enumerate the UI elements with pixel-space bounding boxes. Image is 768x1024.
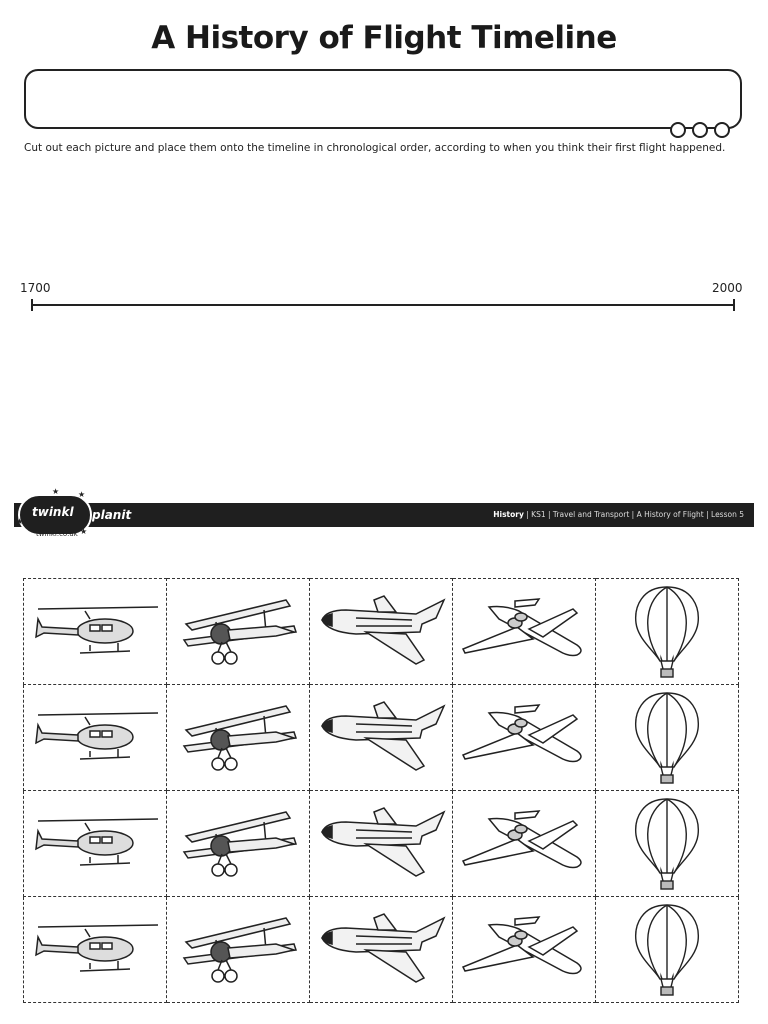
biplane-icon: [167, 804, 309, 884]
hot-air-balloon-icon: [596, 797, 738, 891]
jet-plane-icon: [453, 915, 595, 985]
cutout-row: [24, 791, 739, 897]
breadcrumb: [493, 510, 744, 519]
timeline-end-tick: [733, 299, 735, 311]
cutout-card[interactable]: [310, 685, 453, 791]
timeline-end-label: 2000: [712, 281, 743, 295]
space-shuttle-icon: [310, 804, 452, 884]
logo-url: twinkl.co.uk: [36, 530, 78, 538]
breadcrumb-rest: | KS1 | Travel and Transport | A History of Flight | Lesson 5: [523, 510, 744, 519]
cutout-card[interactable]: [167, 791, 310, 897]
bubble-icon: [692, 122, 708, 138]
hot-air-balloon-icon: [596, 903, 738, 997]
cutout-card[interactable]: [24, 897, 167, 1003]
cutout-card[interactable]: [596, 897, 739, 1003]
planit-brand: planit: [92, 508, 132, 522]
helicopter-icon: [24, 809, 166, 879]
cutout-row: [24, 579, 739, 685]
cutout-card[interactable]: [167, 579, 310, 685]
name-box[interactable]: [24, 69, 742, 129]
page-title: A History of Flight Timeline: [151, 20, 617, 56]
biplane-icon: [167, 910, 309, 990]
speech-bubbles-decoration: [670, 122, 736, 140]
cutout-card[interactable]: [596, 579, 739, 685]
star-icon: ★: [80, 527, 88, 536]
hot-air-balloon-icon: [596, 691, 738, 785]
biplane-icon: [167, 592, 309, 672]
cutout-card[interactable]: [596, 685, 739, 791]
bubble-icon: [714, 122, 730, 138]
timeline-line: [32, 304, 735, 306]
cutout-card[interactable]: [310, 897, 453, 1003]
cutout-card[interactable]: [24, 791, 167, 897]
timeline-start-label: 1700: [20, 281, 51, 295]
space-shuttle-icon: [310, 910, 452, 990]
cutout-card[interactable]: [310, 579, 453, 685]
jet-plane-icon: [453, 703, 595, 773]
helicopter-icon: [24, 703, 166, 773]
cutout-card[interactable]: [24, 685, 167, 791]
cutout-card[interactable]: [453, 791, 596, 897]
star-icon: ★: [78, 490, 86, 499]
space-shuttle-icon: [310, 698, 452, 778]
instructions-text: Cut out each picture and place them onto the timeline in chronological order, according to when you think their first flight happened.: [24, 142, 726, 154]
helicopter-icon: [24, 915, 166, 985]
cutout-card[interactable]: [167, 685, 310, 791]
cutout-row: [24, 685, 739, 791]
space-shuttle-icon: [310, 592, 452, 672]
cutout-card[interactable]: [453, 579, 596, 685]
logo-text: twinkl: [32, 505, 74, 519]
cutout-card[interactable]: [453, 897, 596, 1003]
star-icon: ★: [16, 517, 24, 526]
cutout-card[interactable]: [310, 791, 453, 897]
timeline-start-tick: [31, 299, 33, 311]
biplane-icon: [167, 698, 309, 778]
jet-plane-icon: [453, 597, 595, 667]
cutout-card[interactable]: [453, 685, 596, 791]
breadcrumb-subject: History: [493, 510, 524, 519]
cutout-grid: [23, 578, 739, 1003]
cutout-card[interactable]: [167, 897, 310, 1003]
cutout-row: [24, 897, 739, 1003]
cutout-card[interactable]: [24, 579, 167, 685]
jet-plane-icon: [453, 809, 595, 879]
star-icon: ★: [52, 487, 60, 496]
bubble-icon: [670, 122, 686, 138]
helicopter-icon: [24, 597, 166, 667]
hot-air-balloon-icon: [596, 585, 738, 679]
cutout-card[interactable]: [596, 791, 739, 897]
